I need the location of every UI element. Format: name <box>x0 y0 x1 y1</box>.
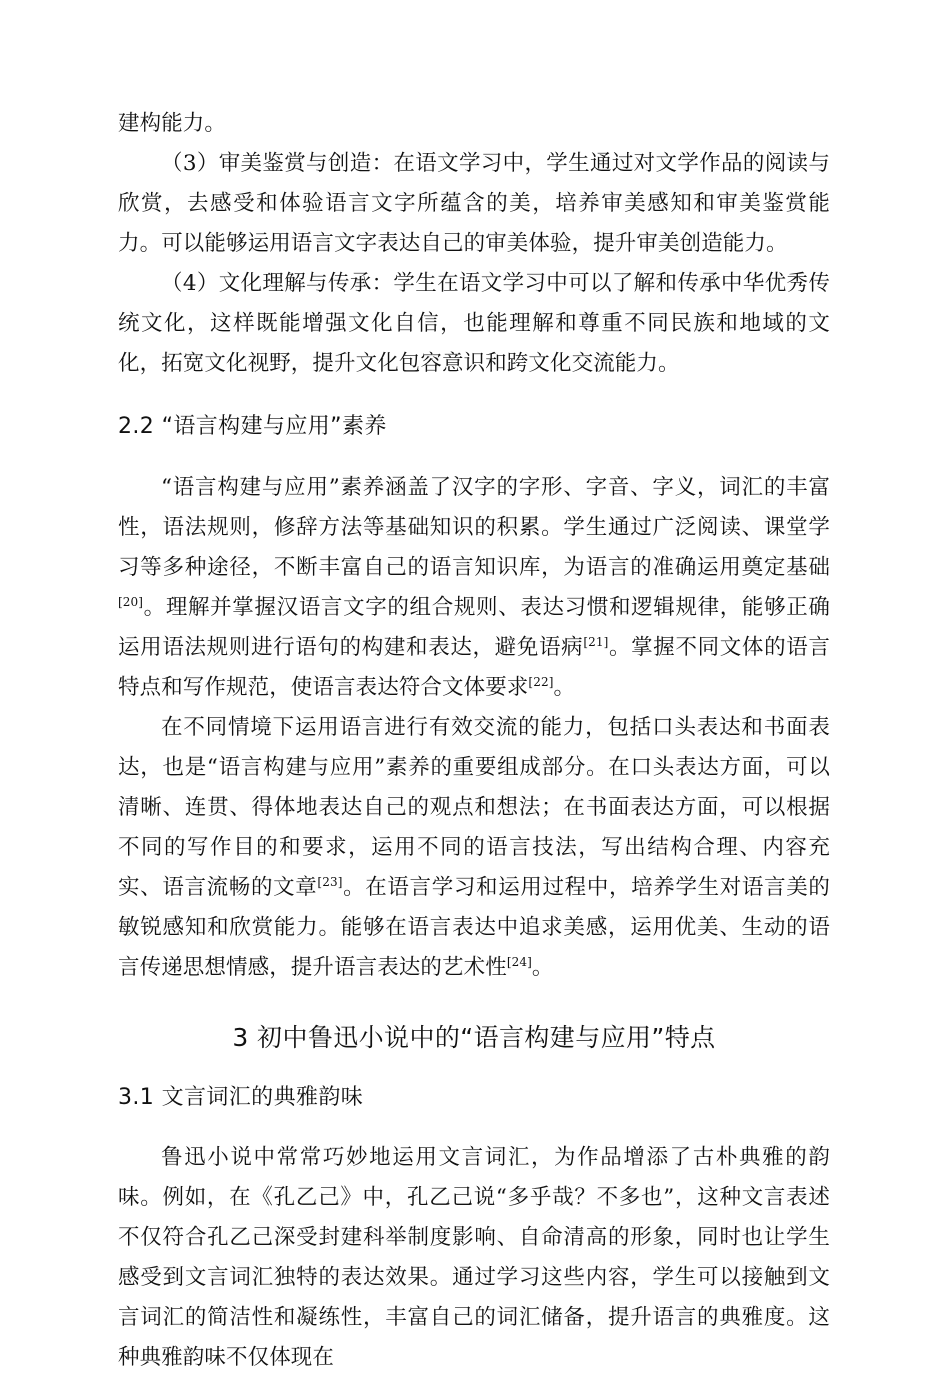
heading-section-2-2: 2.2 “语言构建与应用”素养 <box>118 414 387 439</box>
text-segment-d: 。 <box>553 675 576 700</box>
citation-ref-23: [23] <box>317 874 343 889</box>
paragraph-cultural-understanding: （4）文化理解与传承：学生在语文学习中可以了解和传承中华优秀传统文化，这样既能增强文化自信，也能理解和尊重不同民族和地域的文化，拓宽文化视野，提升文化包容意识和跨文化交流能力。 <box>118 271 830 376</box>
heading-section-3-1: 3.1 文言词汇的典雅韵味 <box>118 1085 364 1110</box>
spacer-after-chapter-3 <box>118 1060 830 1078</box>
paragraph-2-2-first <box>118 468 830 708</box>
spacer-after-heading-3-1 <box>118 1118 830 1138</box>
spacer-after-heading-2-2 <box>118 447 830 468</box>
citation-ref-20: [20] <box>118 594 144 609</box>
citation-ref-24: [24] <box>506 954 532 969</box>
paragraph-aesthetic-appreciation: （3）审美鉴赏与创造：在语文学习中，学生通过对文学作品的阅读与欣赏，去感受和体验语言文字所蕴含的美，培养审美感知和审美鉴赏能力。可以能够运用语言文字表达自己的审美体验，提升审美创造能力。 <box>118 151 830 256</box>
paragraph-2-2-second <box>118 708 830 988</box>
text-segment-b: 。理解并掌握汉语言文字的组合规则、表达习惯和逻辑规律，能够正确运用语法规则进行语句的构建和表达，避免语病 <box>118 595 830 660</box>
text-segment-b: 。在语言学习和运用过程中，培养学生对语言美的敏锐感知和欣赏能力。能够在语言表达中追求美感，运用优美、生动的语言传递思想情感，提升语言表达的艺术性 <box>118 875 830 980</box>
paragraph-continued: 建构能力。 <box>118 111 227 136</box>
citation-ref-21: [21] <box>583 634 609 649</box>
text-segment-a: “语言构建与应用”素养涵盖了汉字的字形、字音、字义，词汇的丰富性，语法规则，修辞方法等基础知识的积累。学生通过广泛阅读、课堂学习等多种途径，不断丰富自己的语言知识库，为语言的准确运用奠定基础 <box>118 475 830 580</box>
heading-chapter-3: 3 初中鲁迅小说中的“语言构建与应用”特点 <box>232 1023 716 1052</box>
citation-ref-22: [22] <box>528 674 554 689</box>
spacer-before-heading-2-2 <box>118 384 830 407</box>
text-segment-c: 。掌握不同文体的语言特点和写作规范，使语言表达符合文体要求 <box>118 635 830 700</box>
text-segment-c: 。 <box>531 955 554 980</box>
page-content <box>118 104 830 1378</box>
text-segment-a: 在不同情境下运用语言进行有效交流的能力，包括口头表达和书面表达，也是“语言构建与应用”素养的重要组成部分。在口头表达方面，可以清晰、连贯、得体地表达自己的观点和想法；在书面表达方面，可以根据不同的写作目的和要求，运用不同的语言技法，写出结构合理、内容充实、语言流畅的文章 <box>118 715 830 900</box>
spacer-before-chapter-3 <box>118 988 830 1016</box>
paragraph-3-1-first: 鲁迅小说中常常巧妙地运用文言词汇，为作品增添了古朴典雅的韵味。例如，在《孔乙己》中，孔乙己说“多乎哉？不多也”，这种文言表述不仅符合孔乙己深受封建科举制度影响、自命清高的形象，同时也让学生感受到文言词汇独特的表达效果。通过学习这些内容，学生可以接触到文言词汇的简洁性和凝练性，丰富自己的词汇储备，提升语言的典雅度。这种典雅韵味不仅体现在 <box>118 1145 830 1370</box>
